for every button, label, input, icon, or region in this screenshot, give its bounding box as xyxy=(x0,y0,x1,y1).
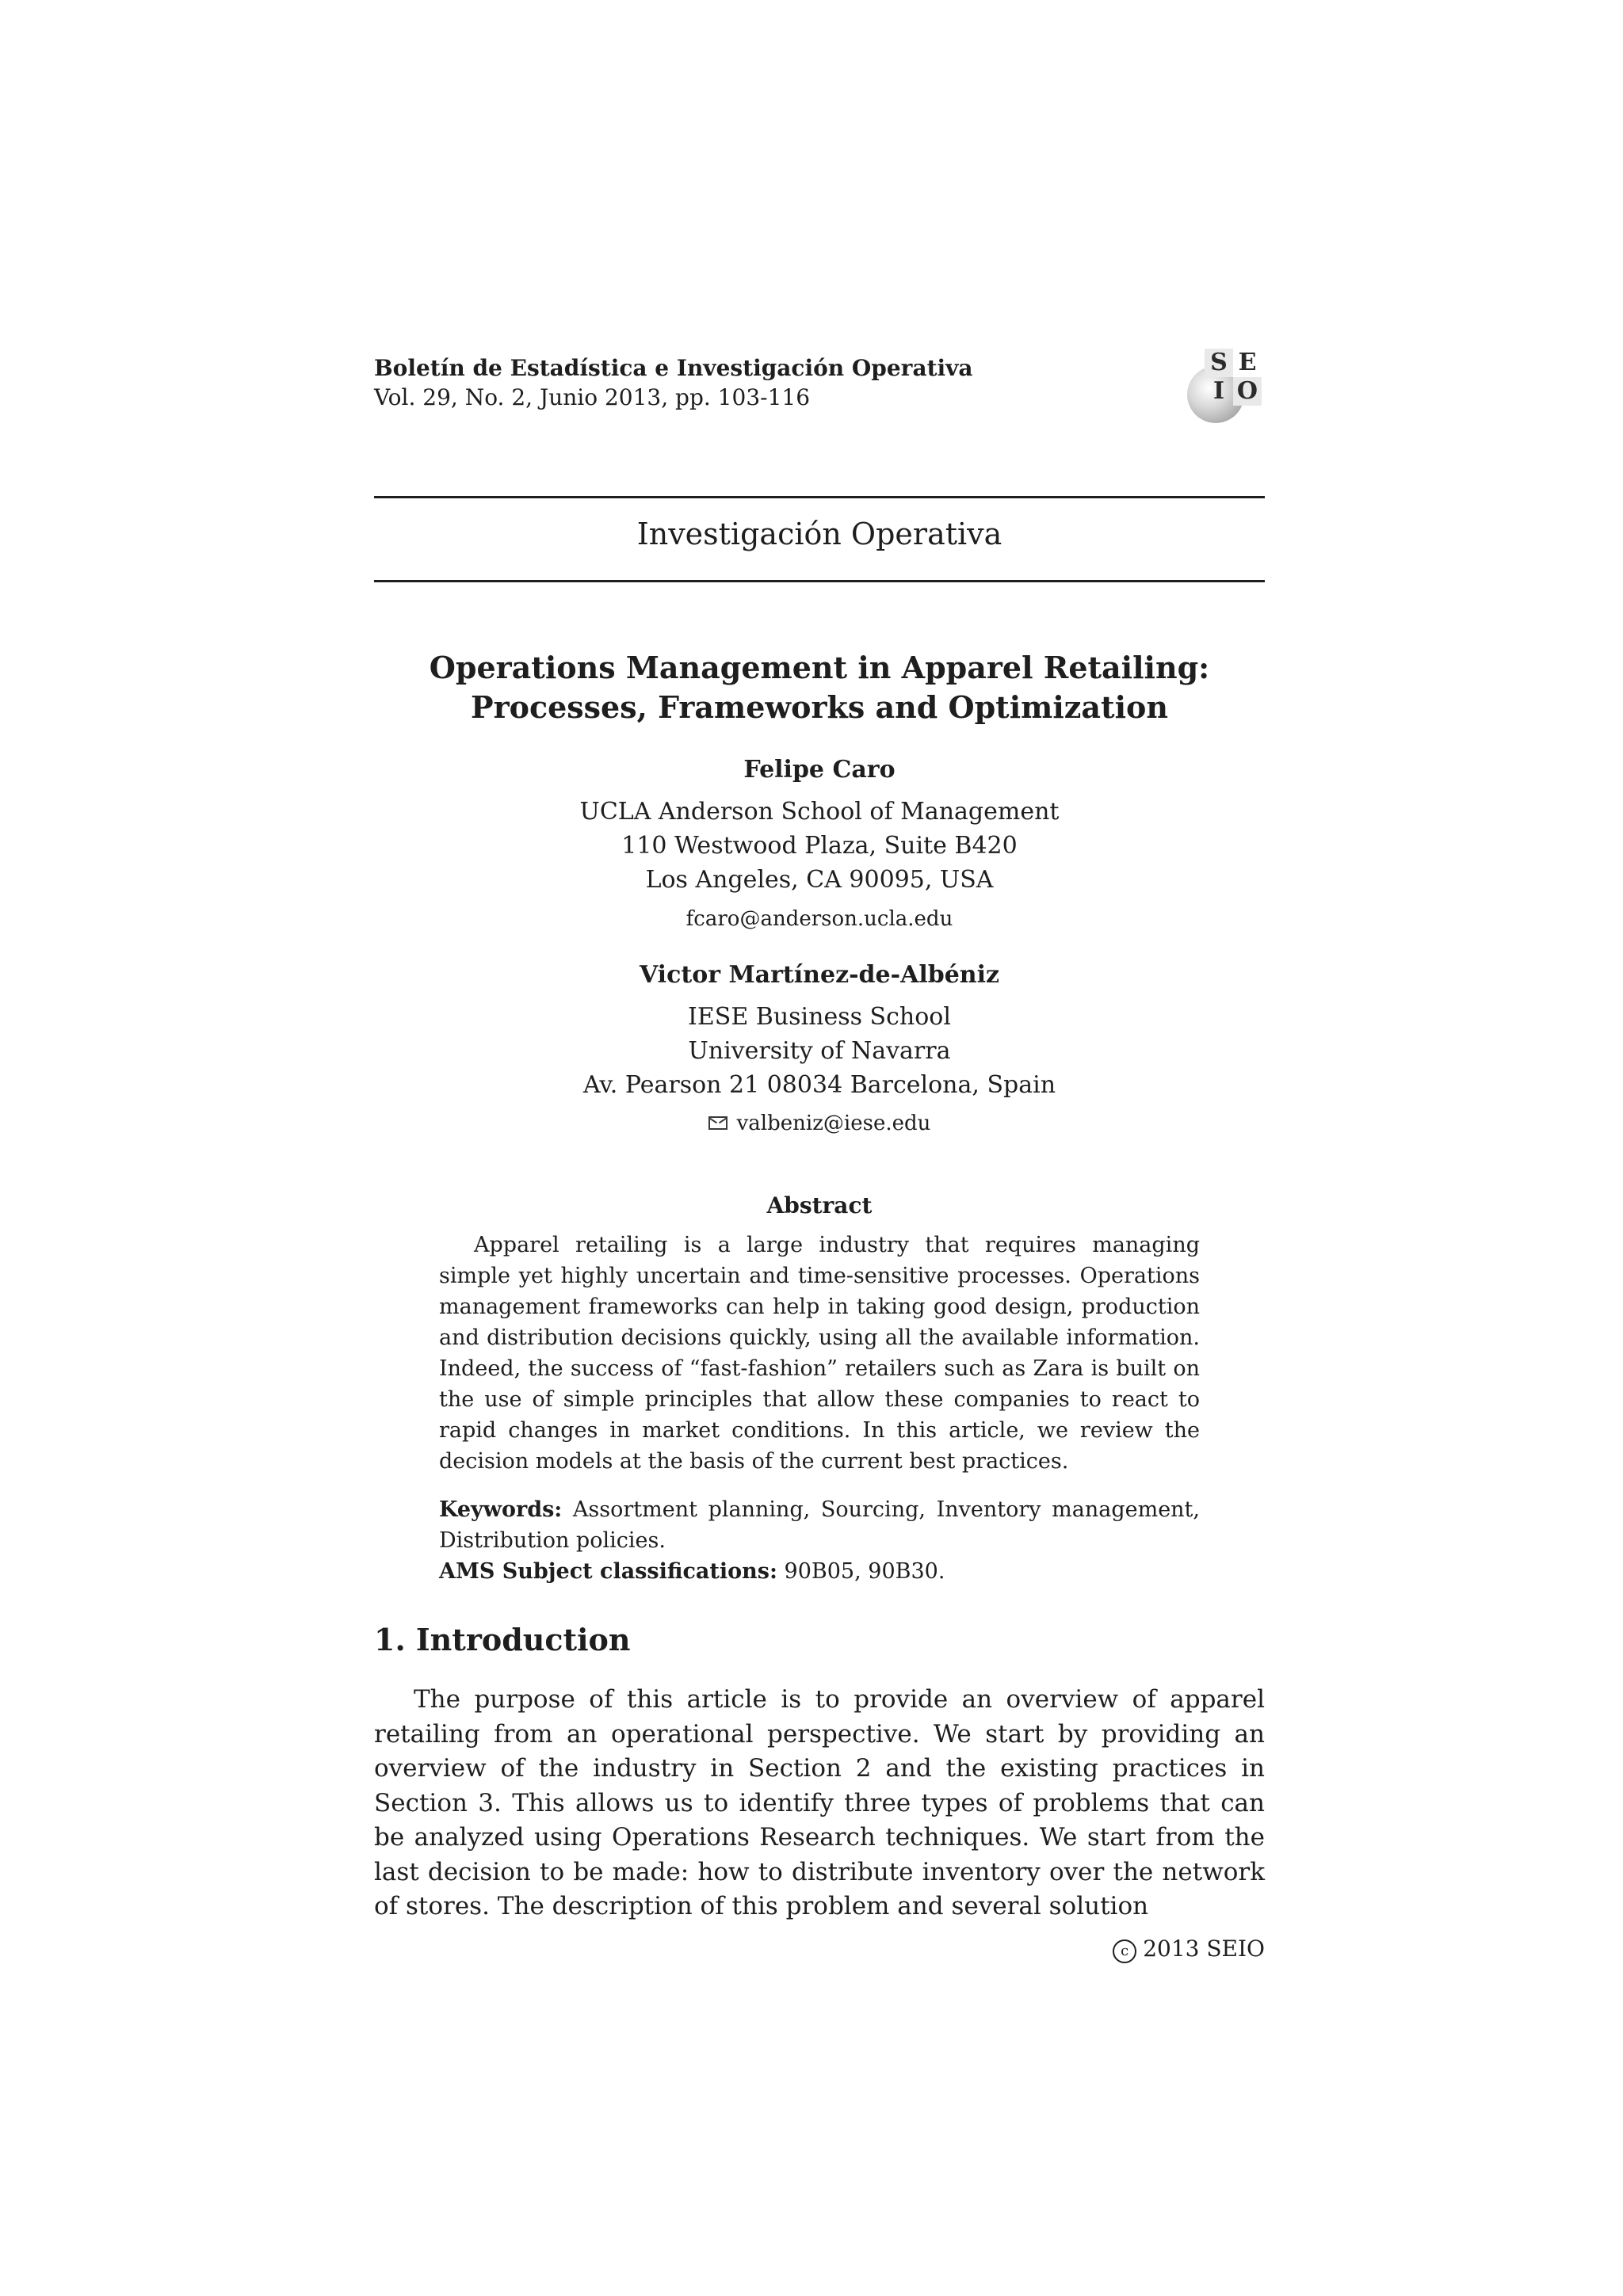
logo-letter-o: O xyxy=(1233,377,1262,406)
logo-letter-s: S xyxy=(1205,349,1233,377)
section-rule-top xyxy=(374,496,1265,498)
ams-label: AMS Subject classifications: xyxy=(439,1559,777,1584)
paper-title xyxy=(374,648,1265,727)
ams-classifications xyxy=(439,1556,1200,1587)
journal-name: Boletín de Estadística e Investigación Operativa xyxy=(374,355,973,381)
copyright-icon: c xyxy=(1113,1939,1136,1963)
author-affiliation-line: Av. Pearson 21 08034 Barcelona, Spain xyxy=(582,1071,1056,1099)
corresponding-author-email[interactable] xyxy=(374,1109,1265,1138)
ams-text: 90B05, 90B30. xyxy=(784,1559,945,1584)
paper-title-line-2: Processes, Frameworks and Optimization xyxy=(471,689,1168,725)
author-name: Victor Martínez-de-Albéniz xyxy=(639,961,1000,989)
author-affiliation-line: University of Navarra xyxy=(688,1037,951,1065)
keywords-label: Keywords: xyxy=(439,1497,563,1522)
abstract-text: Apparel retailing is a large industry that requires managing simple yet highly uncertain and time-sensitive processes. Operations management frameworks can help in taking good design, production and distribution decisions quickly, using all the available information. Indeed, the success of “fast-fashion” retailers such as Zara is built on the use of simple principles that allow these companies to react to rapid changes in market conditions. In this article, we review the decision models at the basis of the current best practices. xyxy=(439,1233,1200,1474)
logo-letter-e: E xyxy=(1233,349,1262,377)
abstract-heading: Abstract xyxy=(766,1192,873,1219)
author-email[interactable]: valbeniz@iese.edu xyxy=(736,1112,931,1135)
author-affiliation-line: 110 Westwood Plaza, Suite B420 xyxy=(621,832,1018,860)
author-name: Felipe Caro xyxy=(743,756,896,784)
section-rule-bottom xyxy=(374,580,1265,582)
seio-logo xyxy=(1187,349,1263,421)
copyright-notice xyxy=(1030,1935,1265,1963)
author-affiliation-line: Los Angeles, CA 90095, USA xyxy=(645,866,994,894)
author-email[interactable]: fcaro@anderson.ucla.edu xyxy=(685,907,953,931)
keywords xyxy=(439,1494,1200,1556)
section-title: Investigación Operativa xyxy=(636,517,1002,551)
introduction-text: The purpose of this article is to provide an overview of apparel retailing from an operational perspective. We start by providing an overview of the industry in Section 2 and the existing practices in Section 3. This allows us to identify three types of problems that can be analyzed using Operations Research techniques. We start from the last decision to be made: how to distribute inventory over the network of stores. The description of this problem and several solution xyxy=(374,1685,1265,1920)
copyright-text: 2013 SEIO xyxy=(1143,1936,1265,1962)
author-affiliation-line: UCLA Anderson School of Management xyxy=(579,798,1060,826)
keywords-text: Assortment planning, Sourcing, Inventory management, Distribution policies. xyxy=(439,1497,1200,1553)
journal-volume-line: Vol. 29, No. 2, Junio 2013, pp. 103-116 xyxy=(374,384,811,410)
paper-title-line-1: Operations Management in Apparel Retailing: xyxy=(429,650,1210,685)
logo-letter-i: I xyxy=(1212,377,1225,405)
introduction-heading: 1. Introduction xyxy=(374,1622,631,1657)
author-affiliation-line: IESE Business School xyxy=(688,1003,951,1031)
envelope-icon xyxy=(708,1116,727,1130)
